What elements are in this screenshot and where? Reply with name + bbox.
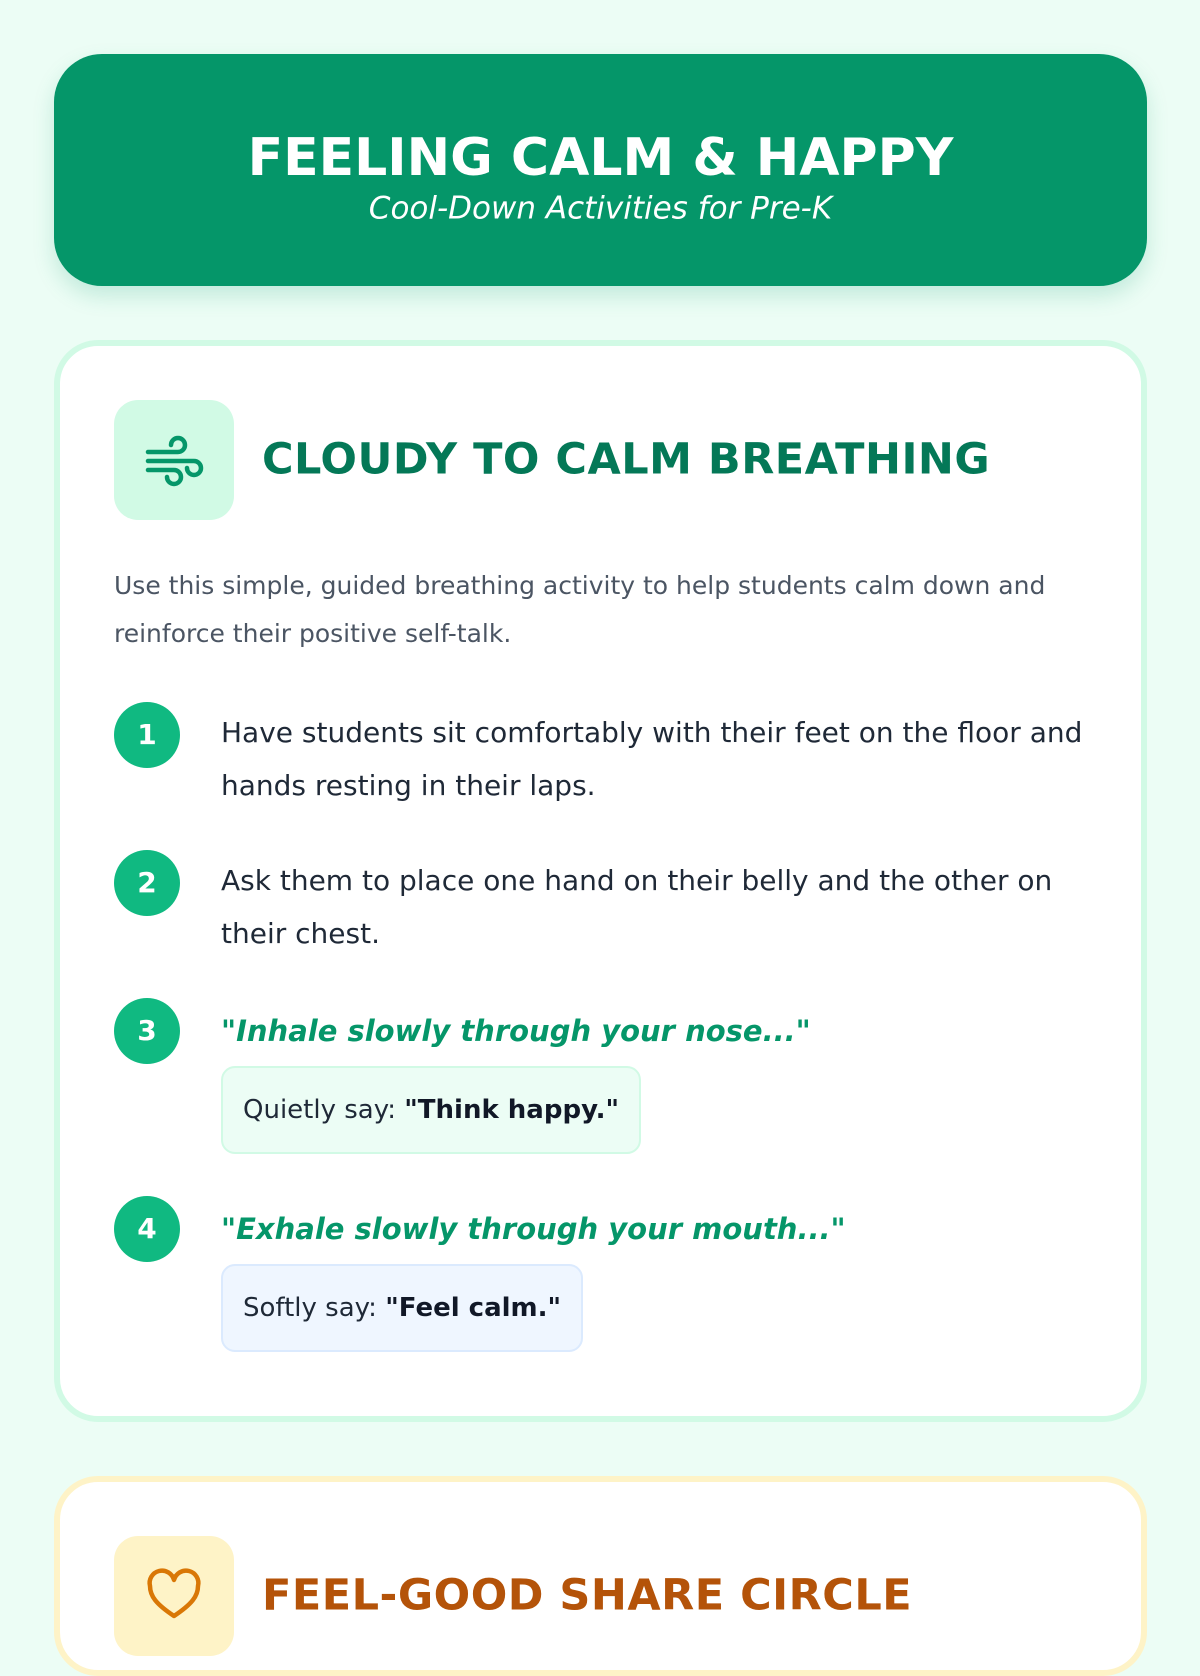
say-phrase: "Think happy." (404, 1095, 620, 1125)
card-description: Use this simple, guided breathing activity to help students calm down and reinforce their positive self-talk. (114, 571, 1046, 648)
step-quote: "Exhale slowly through your mouth..." (221, 1212, 846, 1246)
wind-icon (114, 400, 234, 520)
card-title: CLOUDY TO CALM BREATHING (262, 434, 991, 485)
say-label: Softly say: (243, 1293, 386, 1323)
page-title: FEELING CALM & HAPPY (247, 128, 954, 188)
heart-icon (114, 1536, 234, 1656)
share-circle-card (54, 1476, 1147, 1676)
say-prompt-box (221, 1066, 641, 1154)
page-header (54, 54, 1147, 286)
step-number-badge: 4 (114, 1196, 180, 1262)
step-number-badge: 2 (114, 850, 180, 916)
page-subtitle: Cool-Down Activities for Pre-K (368, 190, 833, 227)
say-phrase: "Feel calm." (385, 1293, 562, 1323)
say-label: Quietly say: (243, 1095, 405, 1125)
step-text: Have students sit comfortably with their feet on the floor and hands resting in their laps. (221, 716, 1083, 802)
breathing-activity-card (54, 340, 1147, 1422)
card-title: FEEL-GOOD SHARE CIRCLE (262, 1570, 913, 1621)
say-prompt-box (221, 1264, 583, 1352)
step-text: Ask them to place one hand on their belly and the other on their chest. (221, 864, 1053, 950)
step-number-badge: 3 (114, 998, 180, 1064)
step-number-badge: 1 (114, 702, 180, 768)
step-quote: "Inhale slowly through your nose..." (221, 1014, 811, 1048)
